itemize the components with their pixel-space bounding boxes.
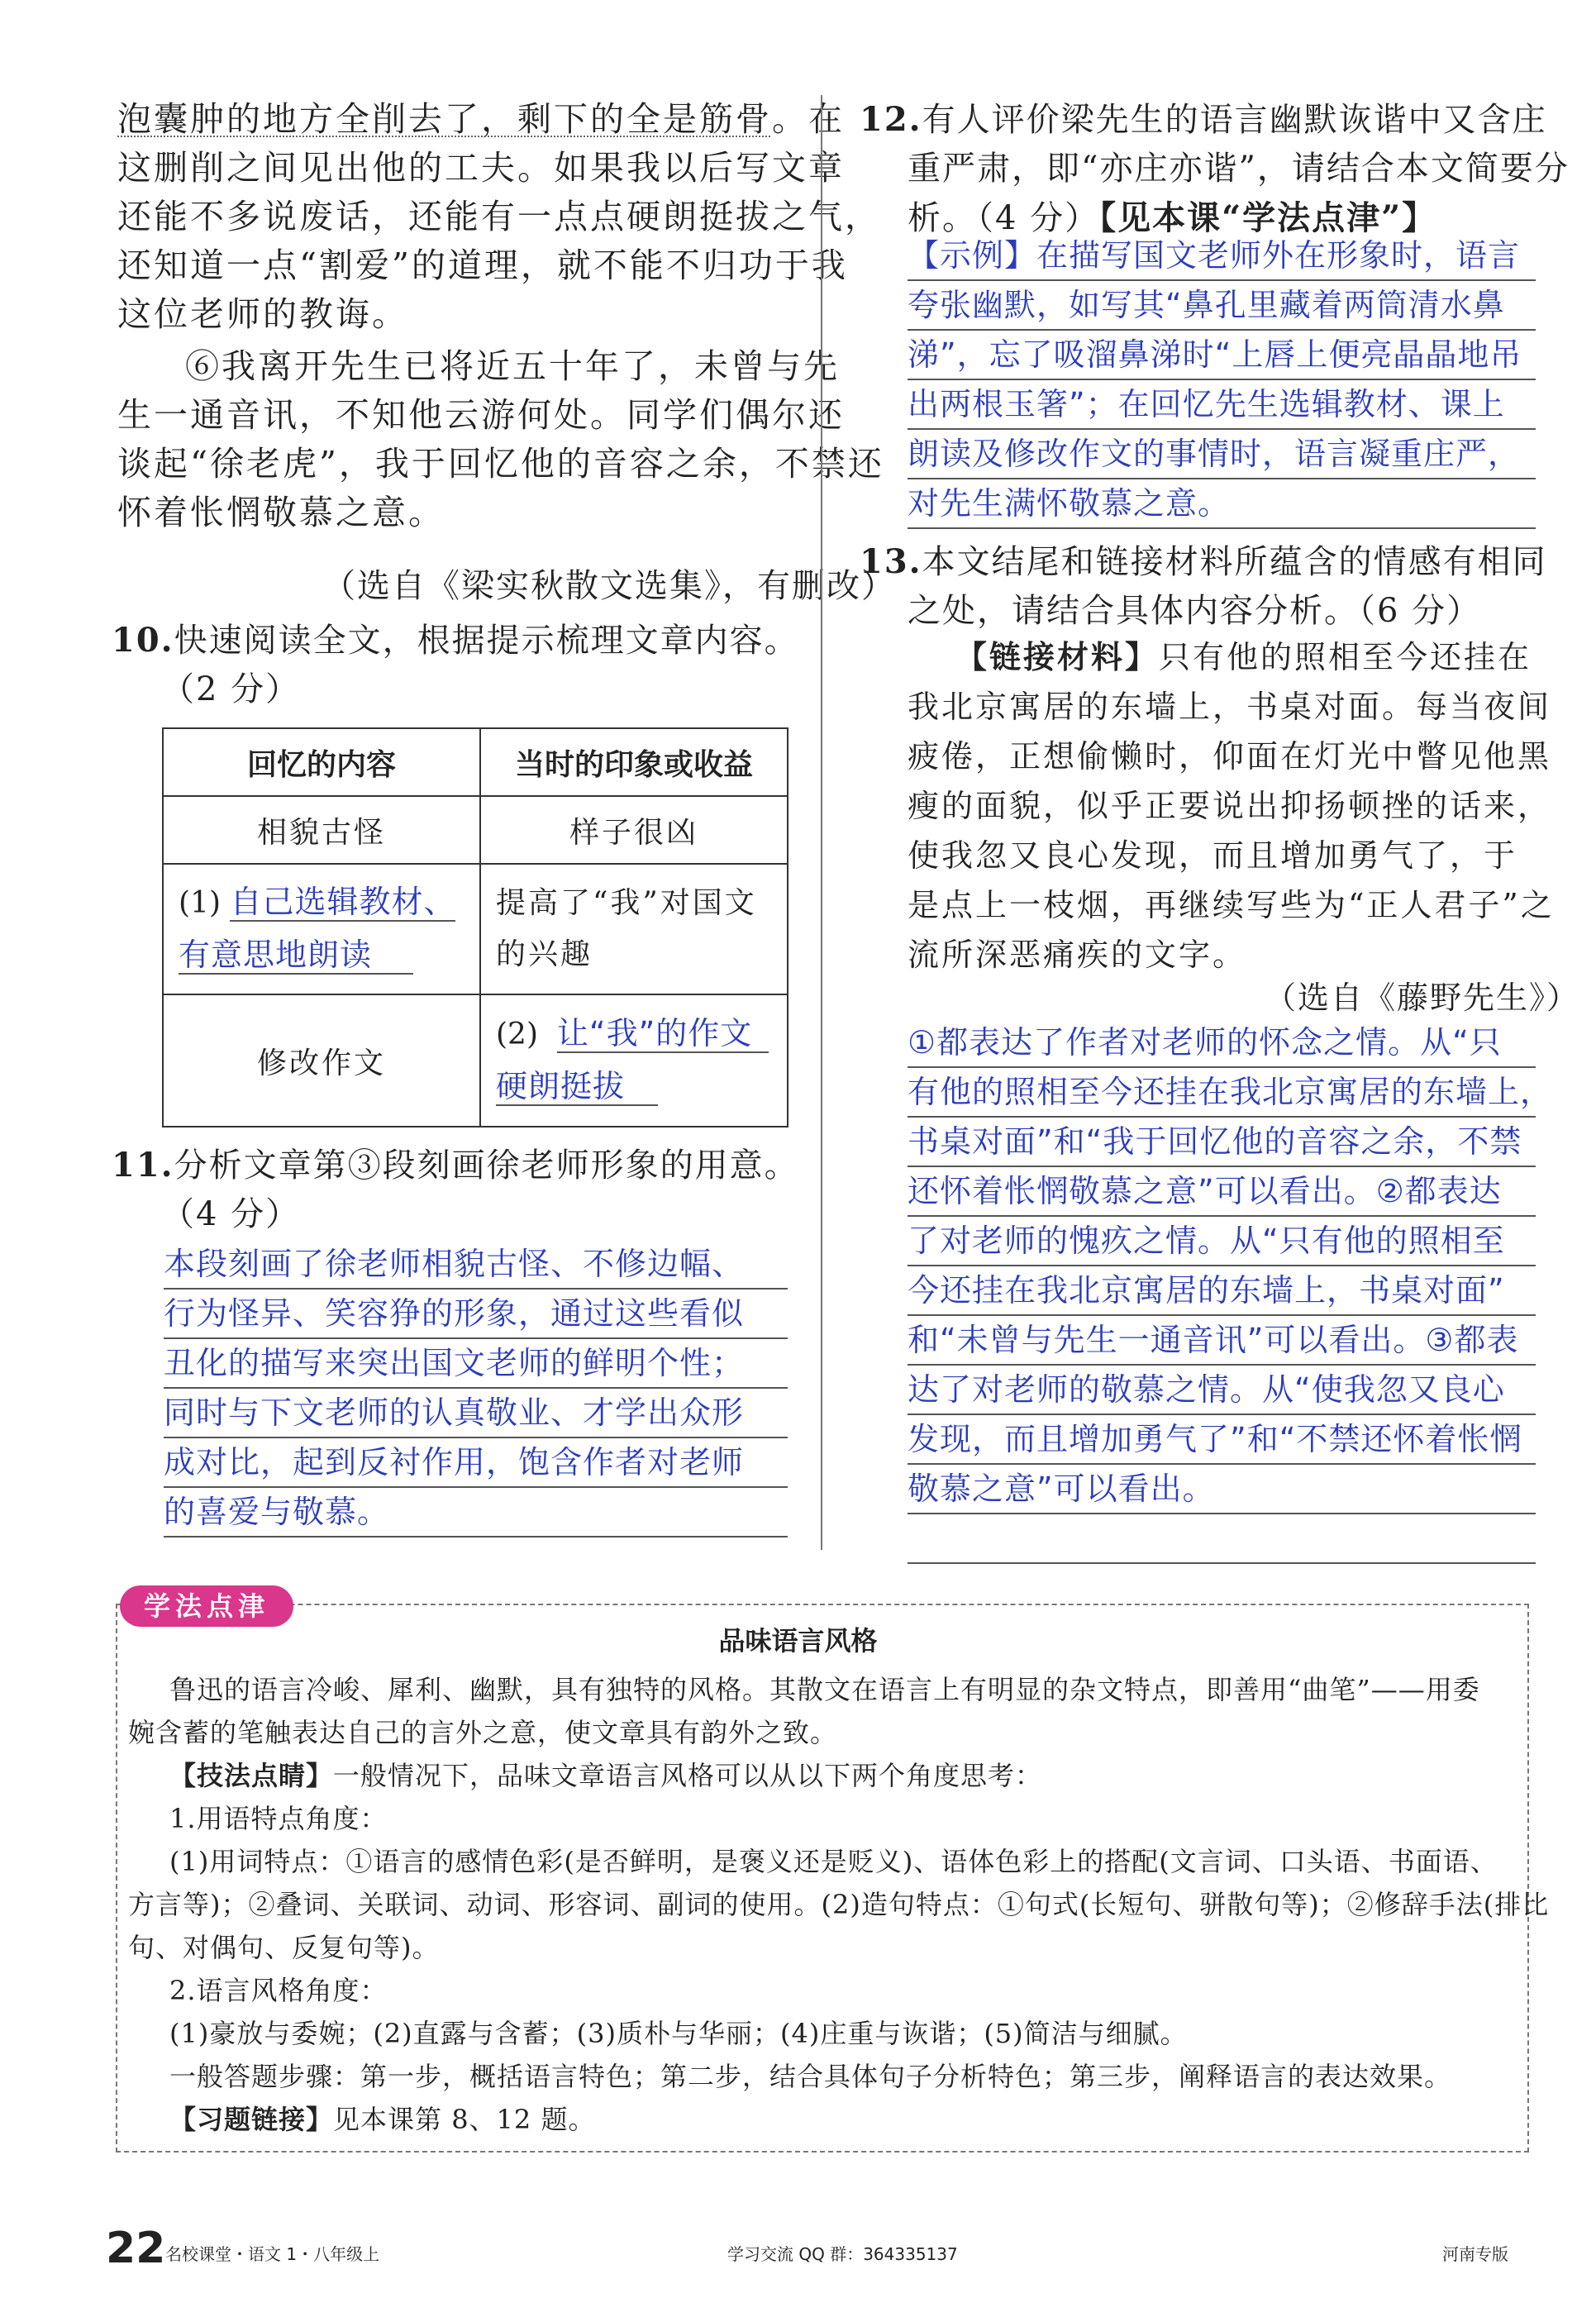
question-number: 12. bbox=[860, 100, 922, 139]
qq-group: 学习交流 QQ 群：364335137 bbox=[727, 2244, 958, 2264]
answer-text: 硬朗挺拔 bbox=[496, 1068, 658, 1106]
table-cell: 修改作文 bbox=[163, 994, 480, 1127]
answer-line: 夸张幽默，如写其“鼻孔里藏着两筒清水鼻 bbox=[908, 281, 1536, 331]
answer-line: 有他的照相至今还挂在我北京寓居的东墙上， bbox=[908, 1068, 1536, 1118]
answer-line: 的喜爱与敬慕。 bbox=[164, 1488, 788, 1538]
blank-label: (2) bbox=[496, 1018, 538, 1051]
answer-block-12 bbox=[908, 231, 1536, 529]
answer-line: 书桌对面”和“我于回忆他的音容之余，不禁 bbox=[908, 1118, 1536, 1167]
text-line: 生一通音讯，不知他云游何处。同学们偶尔还 bbox=[117, 395, 845, 435]
table-cell: 样子很凶 bbox=[480, 796, 788, 864]
underline-mark bbox=[117, 136, 770, 137]
answer-line: ①都表达了作者对老师的怀念之情。从“只 bbox=[908, 1018, 1536, 1068]
answer-text: 自己选辑教材、 bbox=[230, 884, 456, 920]
question-11 bbox=[112, 1141, 799, 1190]
material-source: （选自《藤野先生》） bbox=[1265, 980, 1580, 1016]
text-line: 还知道一点“割爱”的道理，就不能不归功于我 bbox=[117, 246, 848, 285]
method-tag: 学法点津 bbox=[120, 1585, 293, 1627]
answer-block-13 bbox=[908, 1018, 1553, 1564]
answer-text: 让“我”的作文 bbox=[557, 1015, 769, 1053]
linked-material bbox=[908, 632, 1555, 980]
blank-answer-line bbox=[908, 1514, 1536, 1564]
answer-line: 敬慕之意”可以看出。 bbox=[908, 1465, 1536, 1514]
cell-line: 的兴趣 bbox=[496, 937, 593, 971]
answer-line: 发现，而且增加勇气了”和“不禁还怀着怅惘 bbox=[908, 1415, 1536, 1465]
score: （2 分） bbox=[161, 670, 301, 708]
answer-line: 同时与下文老师的认真敬业、才学出众形 bbox=[164, 1389, 788, 1438]
answer-line: 行为怪异、笑容狰的形象，通过这些看似 bbox=[164, 1290, 788, 1339]
question-text: 本文结尾和链接材料所蕴含的情感有相同 bbox=[922, 543, 1547, 581]
material-label: 【链接材料】 bbox=[955, 638, 1160, 675]
cell-line: 提高了“我”对国文 bbox=[496, 886, 757, 920]
material-line: 流所深恶痛疾的文字。 bbox=[908, 937, 1247, 973]
answer-line: 达了对老师的敬慕之情。从“使我忽又良心 bbox=[908, 1366, 1536, 1415]
content-line: 一般答题步骤：第一步，概括语言特色；第二步，结合具体句子分析特色；第三步，阐释语言的表达效果。 bbox=[169, 2061, 1452, 2092]
para-6 bbox=[117, 342, 884, 537]
text-line: ⑥我离开先生已将近五十年了，未曾与先 bbox=[185, 346, 840, 386]
question-number: 10. bbox=[112, 621, 174, 660]
content-line: 句、对偶句、反复句等)。 bbox=[128, 1932, 440, 1963]
table-cell bbox=[480, 864, 788, 994]
book-title: 名校课堂・语文 1・八年级上 bbox=[165, 2244, 380, 2264]
answer-line: 对先生满怀敬慕之意。 bbox=[908, 479, 1536, 529]
edition: 河南专版 bbox=[1442, 2244, 1508, 2264]
question-12 bbox=[860, 95, 1570, 243]
question-text: 分析文章第③段刻画徐老师形象的用意。 bbox=[174, 1147, 799, 1185]
question-text: 有人评价梁先生的语言幽默诙谐中又含庄 bbox=[922, 101, 1547, 139]
answer-line: 出两根玉箸”；在回忆先生选辑教材、课上 bbox=[908, 380, 1536, 430]
answer-line: 【示例】在描写国文老师外在形象时，语言 bbox=[908, 231, 1536, 281]
reference-note: 【见本课“学法点津”】 bbox=[1099, 198, 1437, 237]
content-line: (1)豪放与委婉；(2)直露与含蓄；(3)质朴与华丽；(4)庄重与诙谐；(5)简洁与细腻。 bbox=[169, 2018, 1188, 2049]
answer-line: 涕”，忘了吸溜鼻涕时“上唇上便亮晶晶地吊 bbox=[908, 331, 1536, 380]
score: （4 分） bbox=[161, 1195, 301, 1233]
material-line: 疲倦，正想偷懒时，仰面在灯光中瞥见他黑 bbox=[908, 738, 1552, 775]
method-content bbox=[128, 1668, 1549, 2141]
answer-line: 和“未曾与先生一通音讯”可以看出。③都表 bbox=[908, 1316, 1536, 1366]
answer-line: 了对老师的愧疚之情。从“只有他的照相至 bbox=[908, 1217, 1536, 1266]
material-line: 使我忽又良心发现，而且增加勇气了，于 bbox=[908, 837, 1518, 874]
answer-block-11 bbox=[164, 1240, 788, 1538]
table-header: 当时的印象或收益 bbox=[480, 728, 788, 796]
source-note: （选自《梁实秋散文选集》，有删改） bbox=[322, 567, 896, 605]
answer-line: 朗读及修改作文的事情时，语言凝重庄严， bbox=[908, 430, 1536, 479]
material-line: 是点上一枝烟，再继续写些为“正人君子”之 bbox=[908, 887, 1555, 923]
link-label: 【习题链接】 bbox=[169, 2104, 334, 2135]
answer-line: 成对比，起到反衬作用，饱含作者对老师 bbox=[164, 1438, 788, 1488]
text-line: 还能不多说废话，还能有一点点硬朗挺拔之气， bbox=[117, 197, 881, 236]
material-line: 我北京寓居的东墙上，书桌对面。每当夜间 bbox=[908, 689, 1552, 725]
question-number: 13. bbox=[860, 542, 922, 581]
question-10 bbox=[112, 616, 799, 665]
summary-table bbox=[162, 727, 788, 1128]
text-line: 谈起“徐老虎”，我于回忆他的音容之余，不禁还 bbox=[117, 444, 884, 484]
material-line: 瘦的面貌，似乎正要说出抑扬顿挫的话来， bbox=[908, 788, 1552, 824]
tip-label: 【技法点睛】 bbox=[169, 1760, 334, 1791]
table-cell-answer bbox=[480, 994, 788, 1127]
content-line: (1)用词特点：①语言的感情色彩(是否鲜明，是褒义还是贬义)、语体色彩上的搭配(文言词、口头语、书面语、 bbox=[169, 1846, 1498, 1877]
question-13 bbox=[860, 537, 1547, 636]
content-line: 2.语言风格角度： bbox=[169, 1975, 388, 2006]
content-line: 见本课第 8、12 题。 bbox=[333, 2104, 596, 2135]
content-line: 1.用语特点角度： bbox=[169, 1803, 388, 1834]
table-header: 回忆的内容 bbox=[163, 728, 480, 796]
answer-line: 本段刻画了徐老师相貌古怪、不修边幅、 bbox=[164, 1240, 788, 1290]
question-text: 快速阅读全文，根据提示梳理文章内容。 bbox=[174, 622, 799, 660]
text-line: 这删削之间见出他的工夫。如果我以后写文章 bbox=[117, 148, 845, 188]
content-line: 一般情况下，品味文章语言风格可以从以下两个角度思考： bbox=[333, 1760, 1043, 1791]
answer-line: 丑化的描写来突出国文老师的鲜明个性； bbox=[164, 1339, 788, 1389]
material-line: 只有他的照相至今还挂在 bbox=[1159, 639, 1532, 675]
method-title: 品味语言风格 bbox=[718, 1625, 878, 1657]
answer-text: 有意思地朗读 bbox=[179, 937, 413, 975]
content-line: 婉含蓄的笔触表达自己的言外之意，使文章具有韵外之致。 bbox=[128, 1717, 838, 1748]
question-text: 之处，请结合具体内容分析。（6 分） bbox=[908, 592, 1482, 630]
question-text: 析。（4 分） bbox=[908, 199, 1100, 237]
blank-label: (1) bbox=[179, 886, 221, 920]
para-top bbox=[117, 95, 881, 339]
table-cell-answer bbox=[163, 864, 480, 994]
column-divider bbox=[821, 95, 822, 1550]
text-line: 怀着怅惘敬慕之意。 bbox=[117, 493, 445, 532]
content-line: 方言等)；②叠词、关联词、动词、形容词、副词的使用。(2)造句特点：①句式(长短句、骈散句等)；②修辞手法(排比 bbox=[128, 1889, 1550, 1920]
content-line: 鲁迅的语言冷峻、犀利、幽默，具有独特的风格。其散文在语言上有明显的杂文特点，即善用“曲笔”——用委 bbox=[169, 1674, 1480, 1705]
table-cell: 相貌古怪 bbox=[163, 796, 480, 864]
text-line: 这位老师的教诲。 bbox=[117, 294, 408, 334]
page-number: 22 bbox=[106, 2224, 166, 2273]
question-text: 重严肃，即“亦庄亦谐”，请结合本文简要分 bbox=[908, 150, 1570, 188]
question-number: 11. bbox=[112, 1146, 174, 1185]
answer-line: 还怀着怅惘敬慕之意”可以看出。②都表达 bbox=[908, 1167, 1536, 1217]
answer-line: 今还挂在我北京寓居的东墙上，书桌对面” bbox=[908, 1266, 1536, 1316]
text-line: 泡囊肿的地方全削去了，剩下的全是筋骨。在 bbox=[117, 99, 845, 139]
